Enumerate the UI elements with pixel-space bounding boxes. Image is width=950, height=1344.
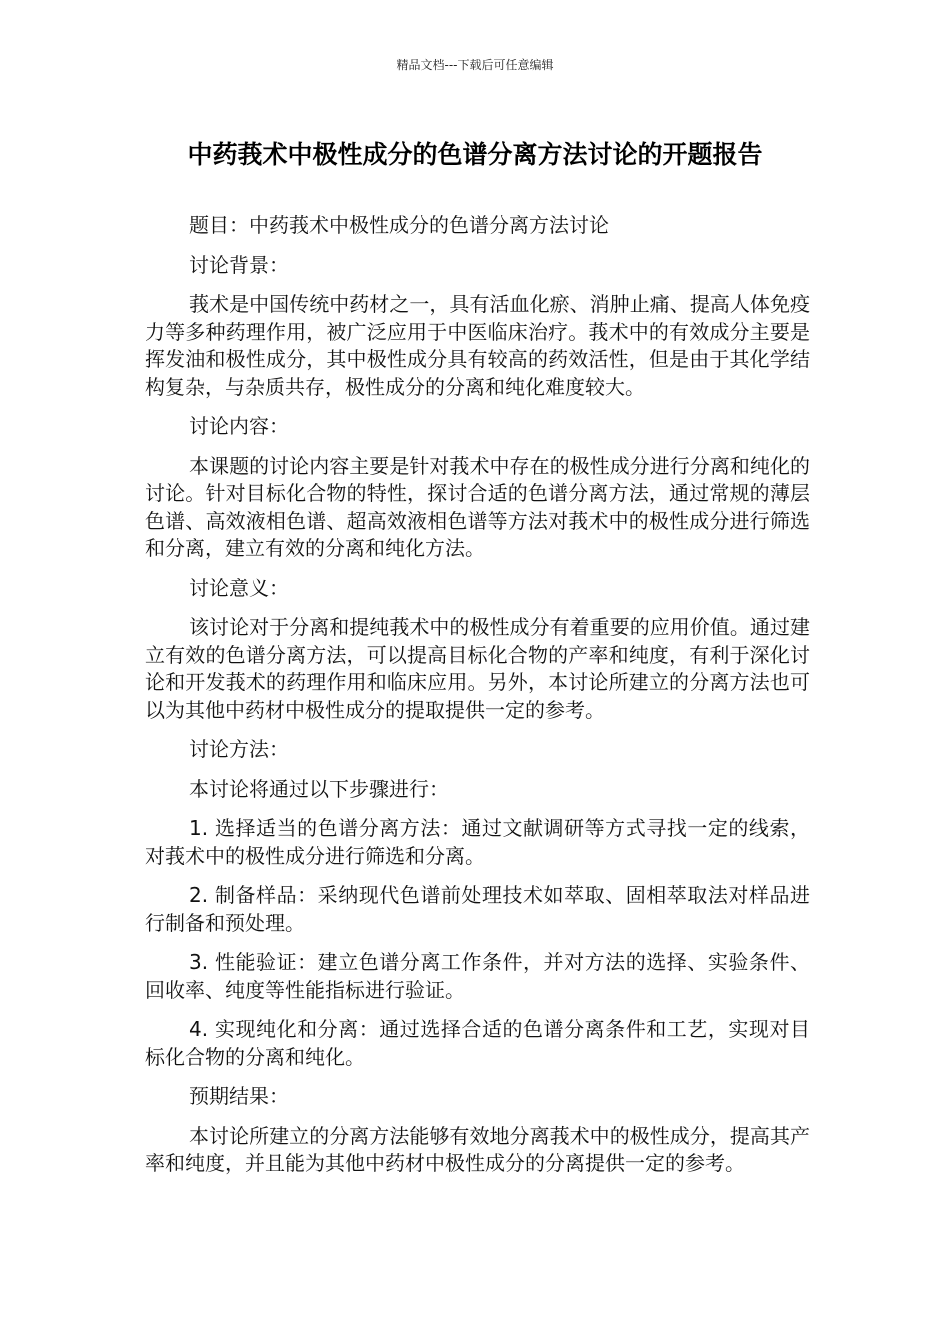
paragraph-expected-results: 本讨论所建立的分离方法能够有效地分离莪术中的极性成分，提高其产率和纯度，并且能为其他中药材中极性成分的分离提供一定的参考。 (145, 1123, 810, 1175)
page-header-watermark: 精品文档---下载后可任意编辑 (396, 58, 554, 72)
paragraph-significance: 该讨论对于分离和提纯莪术中的极性成分有着重要的应用价值。通过建立有效的色谱分离方法，可以提高目标化合物的产率和纯度，有利于深化讨论和开发莪术的药理作用和临床应用。另外，本讨论所建立的分离方法也可以为其他中药材中极性成分的提取提供一定的参考。 (145, 615, 810, 722)
document-body (145, 212, 810, 1190)
method-step-3: 3. 性能验证：建立色谱分离工作条件，并对方法的选择、实验条件、回收率、纯度等性能指标进行验证。 (145, 950, 810, 1002)
section-heading-background: 讨论背景： (189, 252, 289, 277)
section-heading-expected-results: 预期结果： (189, 1084, 289, 1108)
section-heading-significance: 讨论意义： (189, 575, 289, 600)
paragraph-methods-intro: 本讨论将通过以下步骤进行： (189, 776, 449, 801)
document-title: 中药莪术中极性成分的色谱分离方法讨论的开题报告 (187, 140, 763, 169)
section-heading-methods: 讨论方法： (189, 737, 289, 761)
paragraph-topic: 题目：中药莪术中极性成分的色谱分离方法讨论 (189, 213, 609, 237)
paragraph-background: 莪术是中国传统中药材之一，具有活血化瘀、消肿止痛、提高人体免疫力等多种药理作用，被广泛应用于中医临床治疗。莪术中的有效成分主要是挥发油和极性成分，其中极性成分具有较高的药效活性，但是由于其化学结构复杂，与杂质共存，极性成分的分离和纯化难度较大。 (145, 292, 810, 399)
method-step-1: 1. 选择适当的色谱分离方法：通过文献调研等方式寻找一定的线索，对莪术中的极性成分进行筛选和分离。 (145, 816, 810, 868)
paragraph-content: 本课题的讨论内容主要是针对莪术中存在的极性成分进行分离和纯化的讨论。针对目标化合物的特性，探讨合适的色谱分离方法，通过常规的薄层色谱、高效液相色谱、超高效液相色谱等方法对莪术中的极性成分进行筛选和分离，建立有效的分离和纯化方法。 (145, 453, 810, 560)
section-heading-content: 讨论内容： (189, 414, 289, 438)
method-step-4: 4. 实现纯化和分离：通过选择合适的色谱分离条件和工艺，实现对目标化合物的分离和纯化。 (145, 1017, 810, 1069)
method-step-2: 2. 制备样品：采纳现代色谱前处理技术如萃取、固相萃取法对样品进行制备和预处理。 (145, 883, 810, 935)
